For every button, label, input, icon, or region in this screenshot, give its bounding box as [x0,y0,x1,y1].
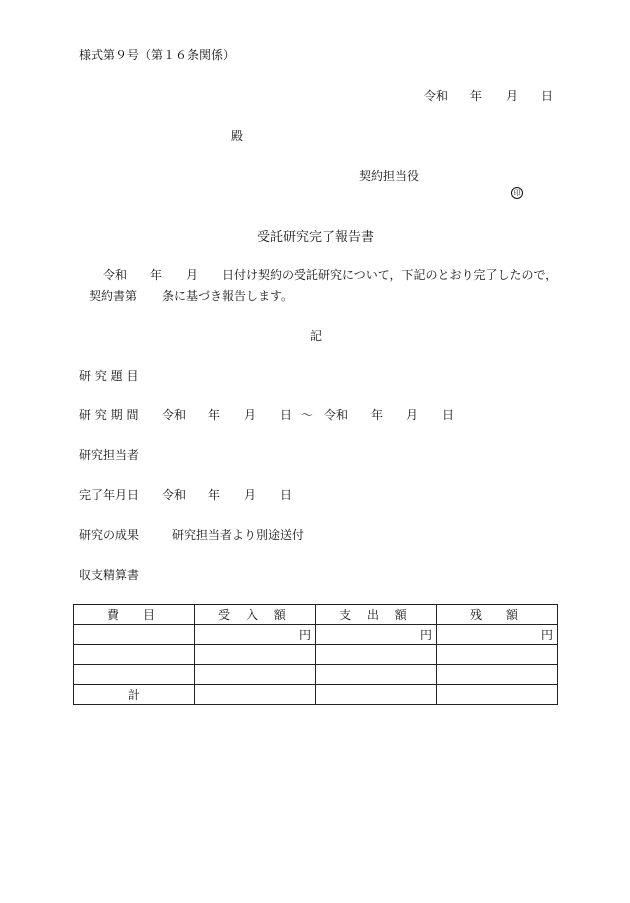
table-cell [437,665,558,685]
table-cell [195,665,316,685]
period-day-2: 日 [442,408,455,422]
date-day: 日 [541,89,554,103]
period-tilde: ～ [301,408,314,422]
yen-cell: 円 [195,625,316,645]
table-cell [437,685,558,705]
table-cell [195,645,316,665]
total-label: 計 [74,685,195,705]
results-value: 研究担当者より別途送付 [172,528,305,542]
seal-icon: 印 [511,187,523,199]
body-era: 令和 [103,268,128,282]
topic-label: 研 究 題 目 [79,369,139,383]
body-contract-pre: 契約書第 [89,289,138,303]
person-label: 研究担当者 [79,448,140,462]
period-label: 研 究 期 間 [79,408,139,422]
settlement-table [73,604,558,705]
yen-cell: 円 [316,625,437,645]
date-year: 年 [470,89,483,103]
table-cell [74,665,195,685]
table-row [74,625,558,645]
table-cell [195,685,316,705]
addressee-suffix: 殿 [231,129,244,143]
table-total-row [74,685,558,705]
body-year: 年 [150,268,163,282]
header-item: 費 目 [74,605,195,625]
table-row [74,665,558,685]
body-text: 日付け契約の受託研究について，下記のとおり完了したので， [222,268,558,282]
table-row [74,645,558,665]
results-label: 研究の成果 [79,528,140,542]
table-cell [316,665,437,685]
period-year-1: 年 [208,408,221,422]
period-month-1: 月 [244,408,257,422]
header-spent: 支 出 額 [316,605,437,625]
body-month: 月 [186,268,199,282]
header-balance: 残 額 [437,605,558,625]
table-cell [74,645,195,665]
header-received: 受 入 額 [195,605,316,625]
completion-year: 年 [208,488,221,502]
date-era: 令和 [424,89,449,103]
body-contract-post: 条に基づき報告します。 [162,289,294,303]
completion-day: 日 [280,488,293,502]
period-era-1: 令和 [162,408,187,422]
table-cell [316,645,437,665]
period-day-1: 日 [280,408,293,422]
document-title: 受託研究完了報告書 [257,230,375,245]
period-year-2: 年 [371,408,384,422]
table-header-row [74,605,558,625]
form-number: 様式第９号（第１６条関係） [79,48,236,62]
period-era-2: 令和 [324,408,349,422]
table-cell [316,685,437,705]
completion-month: 月 [244,488,257,502]
statement-label: 収支精算書 [79,568,140,582]
yen-cell: 円 [437,625,558,645]
period-month-2: 月 [406,408,419,422]
date-month: 月 [506,89,519,103]
table-cell [437,645,558,665]
completion-label: 完了年月日 [79,488,140,502]
sender-title: 契約担当役 [359,169,420,183]
completion-era: 令和 [162,488,187,502]
table-cell [74,625,195,645]
ki-label: 記 [310,329,323,343]
